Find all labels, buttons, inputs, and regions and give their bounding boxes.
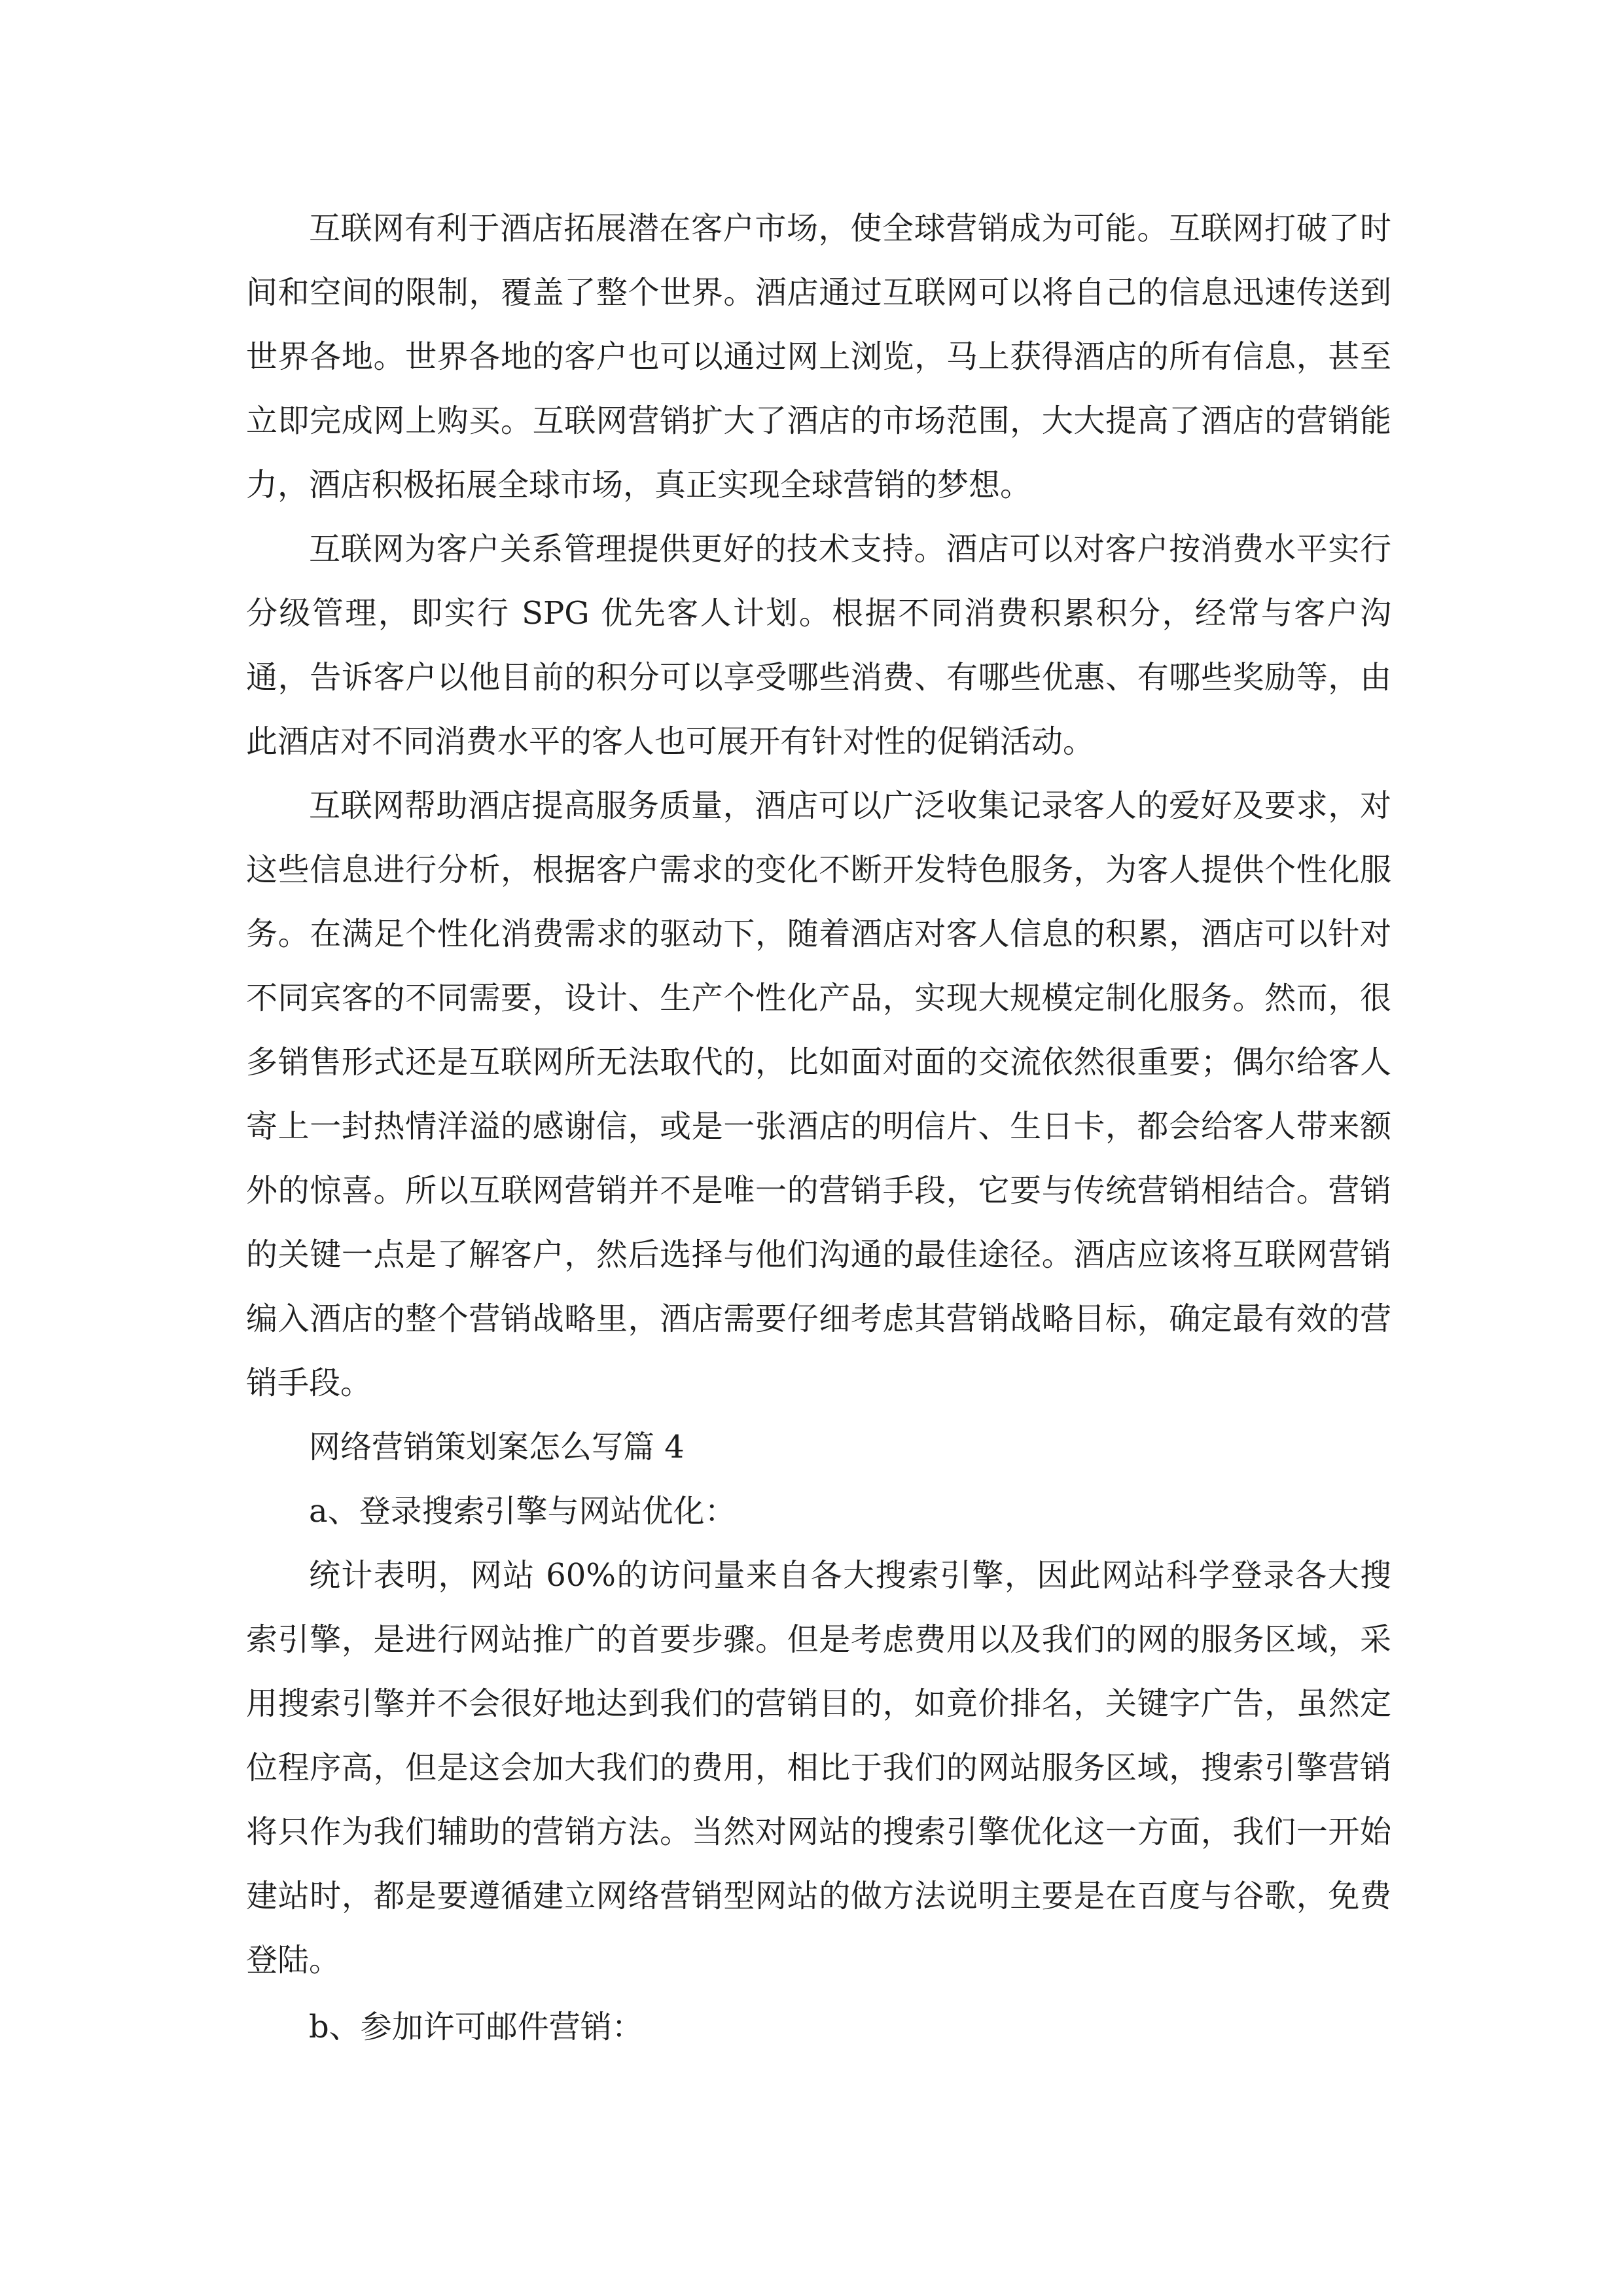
paragraph-internet-global-market: 互联网有利于酒店拓展潜在客户市场，使全球营销成为可能。互联网打破了时间和空间的限制，覆盖了整个世界。酒店通过互联网可以将自己的信息迅速传送到世界各地。世界各地的客户也可以通过网上浏览，马上获得酒店的所有信息，甚至立即完成网上购买。互联网营销扩大了酒店的市场范围，大大提高了酒店的营销能力，酒店积极拓展全球市场，真正实现全球营销的梦想。	[246, 210, 1391, 503]
paragraph-service-quality: 互联网帮助酒店提高服务质量，酒店可以广泛收集记录客人的爱好及要求，对这些信息进行分析，根据客户需求的变化不断开发特色服务，为客人提供个性化服务。在满足个性化消费需求的驱动下，随着酒店对客人信息的积累，酒店可以针对不同宾客的不同需要，设计、生产个性化产品，实现大规模定制化服务。然而，很多销售形式还是互联网所无法取代的，比如面对面的交流依然很重要；偶尔给客人寄上一封热情洋溢的感谢信，或是一张酒店的明信片、生日卡，都会给客人带来额外的惊喜。所以互联网营销并不是唯一的营销手段，它要与传统营销相结合。营销的关键一点是了解客户，然后选择与他们沟通的最佳途径。酒店应该将互联网营销编入酒店的整个营销战略里，酒店需要仔细考虑其营销战略目标，确定最有效的营销手段。	[246, 787, 1391, 1401]
section-heading: 网络营销策划案怎么写篇 4	[309, 1429, 685, 1465]
paragraph-crm-support: 互联网为客户关系管理提供更好的技术支持。酒店可以对客户按消费水平实行分级管理，即实行 SPG 优先客人计划。根据不同消费积累积分，经常与客户沟通，告诉客户以他目前的积分可以享受哪些消费、有哪些优惠、有哪些奖励等，由此酒店对不同消费水平的客人也可展开有针对性的促销活动。	[246, 531, 1391, 760]
subsection-a-title: a、登录搜索引擎与网站优化：	[309, 1493, 736, 1530]
subsection-b-title: b、参加许可邮件营销：	[309, 2009, 643, 2045]
document-body	[246, 196, 1391, 2059]
paragraph-search-engine: 统计表明，网站 60%的访问量来自各大搜索引擎，因此网站科学登录各大搜索引擎，是进行网站推广的首要步骤。但是考虑费用以及我们的网的服务区域，采用搜索引擎并不会很好地达到我们的营销目的，如竟价排名，关键字广告，虽然定位程序高，但是这会加大我们的费用，相比于我们的网站服务区域，搜索引擎营销将只作为我们辅助的营销方法。当然对网站的搜索引擎优化这一方面，我们一开始建站时，都是要遵循建立网络营销型网站的做方法说明主要是在百度与谷歌，免费登陆。	[246, 1557, 1391, 1979]
